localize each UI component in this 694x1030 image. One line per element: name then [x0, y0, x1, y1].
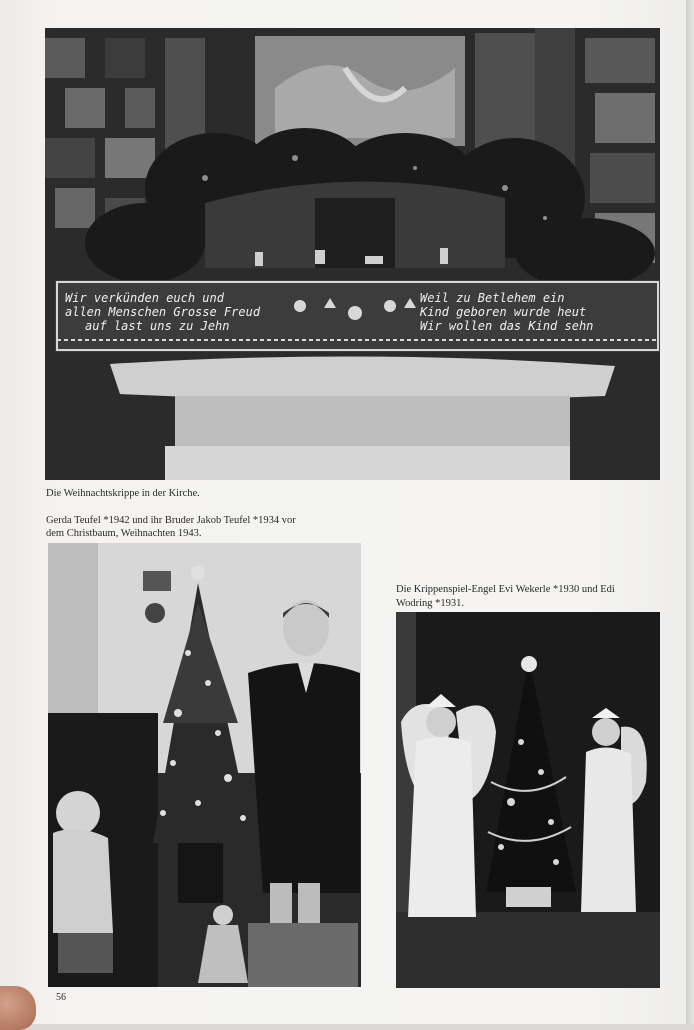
photo-nativity-crib — [45, 28, 660, 480]
reader-thumb — [0, 986, 36, 1030]
banner-left-line2: allen Menschen Grosse Freud — [65, 305, 261, 319]
page-number: 56 — [56, 992, 66, 1003]
page-edge — [686, 0, 694, 1024]
caption-children-line2: dem Christbaum, Weihnachten 1943. — [46, 528, 202, 539]
photo-siblings-christmas-tree — [48, 543, 361, 987]
banner-right-line3: Wir wollen das Kind sehn — [420, 319, 594, 333]
banner-right-line2: Kind geboren wurde heut — [420, 305, 587, 319]
banner-left-line1: Wir verkünden euch und — [65, 291, 224, 305]
caption-angels-line2: Wodring *1931. — [396, 598, 464, 609]
banner-right-line1: Weil zu Betlehem ein — [420, 291, 565, 305]
photo-nativity-play-angels — [396, 612, 660, 988]
banner-left-line3: auf last uns zu Jehn — [85, 319, 230, 333]
caption-nativity-crib: Die Weihnachtskrippe in der Kirche. — [46, 488, 200, 499]
caption-angels-line1: Die Krippenspiel-Engel Evi Wekerle *1930 und Edi — [396, 584, 615, 595]
caption-children-line1: Gerda Teufel *1942 und ihr Bruder Jakob Teufel *1934 vor — [46, 515, 296, 526]
